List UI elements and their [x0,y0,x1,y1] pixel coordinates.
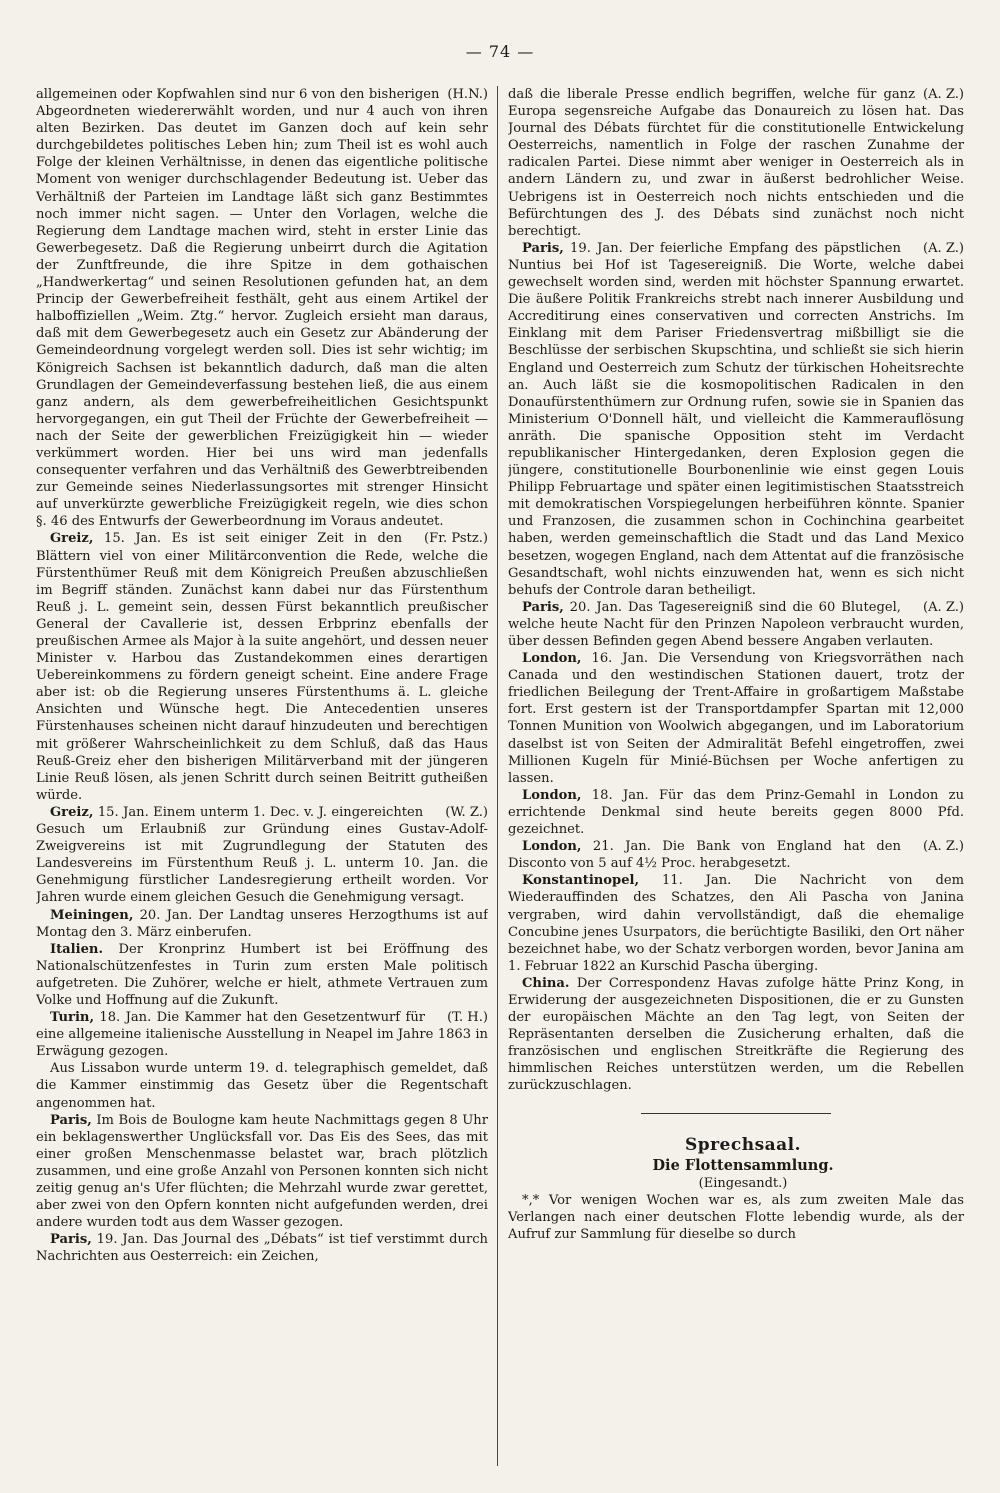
source-signature: (H.N.) [447,87,488,102]
paragraph-text: Der Correspondenz Havas zufolge hätte Prinz Kong, in Erwiderung der ausgezeichneten Dispositionen, die er zu Gunsten der europäischen Mächte an den Tag legt, von Seiten der Repräsentanten derselben die Zusicherung erhalten, daß die französischen und englischen Streitkräfte die Regierung des himmlischen Reiches unterstützen werden, um die Rebellen zurückzuschlagen. [508,975,964,1094]
dateline: London, [522,787,582,803]
source-signature: (Fr. Pstz.) [424,531,488,547]
paragraph-text: 18. Jan. Die Kammer hat den Gesetzentwurf für eine allgemeine italienische Ausstellung in Neapel im Jahre 1863 in Erwägung gezogen. [36,1010,488,1060]
right-column-articles [508,86,964,1095]
paragraph-text: 20. Jan. Der Landtag unseres Herzogthums ist auf Montag den 3. März einberufen. [36,907,488,940]
page-number: — 74 — [465,42,535,61]
paragraph-text: daß die liberale Presse endlich begriffen, welche für ganz Europa segensreiche Aufgabe das Donaureich zu lösen hat. Das Journal des Débats fürchtet für die constitutionelle Entwickelung Oesterreichs, namentlich in Folge der raschen Zunahme der radicalen Partei. Diese nimmt aber weniger in Oesterreich als in andern Ländern zu, und zwar in äußerst bedrohlicher Weise. Uebrigens ist in Oesterreich noch nichts entschieden und die Befürchtungen des J. des Débats sind zunächst noch nicht berechtigt. [508,87,964,239]
dateline: London, [522,839,582,855]
right-column [508,86,964,1471]
source-signature: (A. Z.) [922,87,964,102]
article-subtitle: (Eingesandt.) [698,1175,788,1191]
paragraph-text: Aus Lissabon wurde unterm 19. d. telegraphisch gemeldet, daß die Kammer einstimmig das Gesetz über die Regentschaft angenommen hat. [36,1061,488,1111]
news-paragraph [36,1060,488,1111]
dateline: Meiningen, [50,907,134,923]
news-paragraph [36,86,488,530]
news-paragraph [36,530,488,804]
paragraph-text: 19. Jan. Der feierliche Empfang des päpstlichen Nuntius bei Hof ist Tagesereigniß. Die Worte, welche dabei gewechselt worden sind, werden mit höchster Spannung erwartet. Die äußere Politik Frankreichs strebt nach innerer Ausbildung und Accreditirung eines conservativen und correcten Anstrichs. Im Einklang mit dem Pariser Friedensvertrag mißbilligt sie die Beschlüsse der serbischen Skupschtina, und schließt sie sich hierin England und Oesterreich zum Schutz der türkischen Hoheitsrechte an. Auch läßt sie die kosmopolitischen Radicalen in den Donaufürstenthümern zur Ordnung rufen, sowie sie in Spanien das Ministerium O'Donnell hält, und vielleicht die Kammerauflösung anräth. Die spanische Opposition steht im Verdacht republikanischer Hintergedanken, deren Explosion gegen die jüngere, constitutionelle Bourbonenlinie wie einst gegen Louis Philipp Februartage und später einen legitimistischen Staatsstreich mit demokratischen Vorspiegelungen herbeiführen könnte. Spanier und Franzosen, die zusammen schon in Cochinchina gearbeitet haben, werden gemeinschaftlich die Stadt und das Land Mexico besetzen, wogegen England, nach dem Attentat auf die französische Gesandtschaft, wohl nichts einzuwenden hat, wenn es sich nicht behufs der Controle daran betheiligt. [508,240,964,598]
paragraph-text: 20. Jan. Das Tagesereigniß sind die 60 Blutegel, welche heute Nacht für den Prinzen Napoleon verbraucht wurden, über dessen Befinden gegen Abend bessere Angaben verlauten. [508,599,964,649]
paragraph-text: 15. Jan. Es ist seit einiger Zeit in den Blättern viel von einer Militärconvention die Rede, welche die Fürstenthümer Reuß mit dem Königreich Preußen abzuschließen im Begriff ständen. Zunächst kann dabei nur das Fürstenthum Reuß j. L. gemeint sein, dessen Fürst bekanntlich preußischer General der Cavallerie ist, dessen Erbprinz ebenfalls der preußischen Armee als Major à la suite angehört, und dessen neuer Minister v. Harbou das Zustandekommen eines derartigen Uebereinkommens zu fördern geneigt scheint. Eine andere Frage aber ist: ob die Regierung unseres Fürstenthums ä. L. gleiche Ansichten und Wünsche hegt. Die Antecedentien unseres Fürstenhauses scheinen nicht darauf hinzudeuten und berechtigen mit größerer Wahrscheinlichkeit zu dem Schluß, daß das Haus Reuß-Greiz eher den bisherigen Militärverband mit der jüngeren Linie Reuß lösen, als jenen Schritt durch seinen Beitritt gutheißen würde. [36,531,488,803]
news-paragraph [508,86,964,240]
source-signature: (A. Z.) [922,839,964,855]
paragraph-text: allgemeinen oder Kopfwahlen sind nur 6 von den bisherigen Abgeordneten wiedererwählt worden, und nur 4 auch von ihren alten Bezirken. Das deutet im Ganzen doch auf kein sehr durchgebildetes politisches Leben hin; zum Theil ist es wohl auch Folge der kleinen Verhältnisse, in denen das eigentliche politische Moment von weniger durchschlagender Bedeutung ist. Ueber das Verhältniß der Parteien im Landtage läßt sich ganz Bestimmtes noch immer nicht sagen. — Unter den Vorlagen, welche die Regierung dem Landtage machen wird, steht in erster Linie das Gewerbegesetz. Daß die Regierung unbeirrt durch die Agitation der Zunftfreunde, die ihre Spitze in dem gothaischen „Handwerkertag“ und seinen Resolutionen gefunden hat, an dem Princip der Gewerbefreiheit festhält, geht aus einem Artikel der halboffiziellen „Weim. Ztg.“ hervor. Zugleich ersieht man daraus, daß mit dem Gewerbegesetz auch ein Gesetz zur Abänderung der Gemeindeordnung vorgelegt werden soll. Dies ist sehr wichtig; im Königreich Sachsen ist bekanntlich dadurch, daß man die alten Grundlagen der Gemeindeverfassung bestehen ließ, die aus einem ganz andern, als dem gewerbefreiheitlichen Gesichtspunkt hervorgegangen, ein gut Theil der Früchte der Gewerbefreiheit — nach der Seite der gewerblichen Freizügigkeit hin — wieder verkümmert worden. Hier bei uns wird man jedenfalls consequenter verfahren und das Verhältniß des Gewerbtreibenden zur Gemeinde seines Niederlassungsortes mit strenger Hinsicht auf unverkürzte gewerbliche Freizügigkeit regeln, wie dies schon §. 46 des Entwurfs der Gewerbeordnung im Voraus andeutet. [36,87,488,530]
source-signature: (T. H.) [447,1010,488,1026]
news-paragraph [36,1231,488,1265]
source-signature: (W. Z.) [445,804,488,820]
news-paragraph [508,975,964,1095]
news-paragraph [36,1112,488,1232]
news-paragraph [36,907,488,941]
news-paragraph [36,1009,488,1060]
news-paragraph [508,240,964,599]
news-paragraph [508,650,964,787]
dateline: Turin, [50,1010,95,1026]
article-paragraph: *‚* Vor wenigen Wochen war es, als zum zweiten Male das Verlangen nach einer deutschen Flotte lebendig wurde, als der Aufruf zur Sammlung für dieselbe so durch [508,1192,964,1242]
paragraph-text: 18. Jan. Für das dem Prinz-Gemahl in London zu errichtende Denkmal sind heute bereits gegen 8000 Pfd. gezeichnet. [508,787,964,838]
section-title: Sprechsaal. [684,1134,802,1155]
paragraph-text: 11. Jan. Die Nachricht von dem Wiederauffinden des Schatzes, den Ali Pascha von Janina vergraben, wird dahin vervollständigt, daß die ehemalige Concubine jenes Usurpators, die berüchtigte Basiliki, den Ort näher bezeichnet habe, wo der Schatz verborgen worden, bevor Janina am 1. Februar 1822 an Kurschid Pascha überging. [508,873,964,974]
paragraph-text: 16. Jan. Die Versendung von Kriegsvorräthen nach Canada und den westindischen Stationen dauert, trotz der friedlichen Beilegung der Trent-Affaire in großartigem Maßstabe fort. Erst gestern ist der Transportdampfer Spartan mit 12,000 Tonnen Munition von Woolwich abgegangen, und im Laboratorium daselbst ist von Seiten der Admiralität Befehl eingetroffen, zwei Millionen Kugeln für Minié-Büchsen per Woche anfertigen zu lassen. [508,651,964,786]
dateline: Paris, [522,240,564,256]
source-signature: (A. Z.) [922,599,964,615]
section-separator [641,1113,831,1114]
dateline: Paris, [522,599,564,615]
article-title: Die Flottensammlung. [652,1156,834,1174]
column-divider [497,86,498,1466]
left-column [36,86,488,1471]
paragraph-text: 15. Jan. Einem unterm 1. Dec. v. J. eingereichten Gesuch um Erlaubniß zur Gründung eines Gustav-Adolf-Zweigvereins ist mit Zugrundlegung der Statuten des Landesvereins im Fürstenthum Reuß j. L. unterm 10. Jan. die Genehmigung fürstlicher Landesregierung ertheilt worden. Vor Jahren wurde einem gleichen Gesuch die Genehmigung versagt. [36,804,488,906]
dateline: China. [522,975,570,991]
source-signature: (A. Z.) [922,240,964,256]
dateline: Greiz, [50,804,94,820]
dateline: Konstantinopel, [522,873,640,889]
news-paragraph [508,599,964,650]
dateline: London, [522,651,582,667]
news-paragraph [508,872,964,975]
dateline: Italien. [50,941,104,957]
news-paragraph [508,787,964,838]
news-paragraph [36,804,488,907]
news-paragraph [508,838,964,872]
paragraph-text: Der Kronprinz Humbert ist bei Eröffnung des Nationalschützenfestes in Turin zum ersten Male politisch aufgetreten. Die Zuhörer, welche er hielt, athmete Vertrauen zum Volke und Hoffnung auf die Zukunft. [36,941,488,1008]
dateline: Paris, [50,1232,92,1248]
dateline: Greiz, [50,531,94,547]
paragraph-text: 19. Jan. Das Journal des „Débats“ ist tief verstimmt durch Nachrichten aus Oesterreich: ein Zeichen, [36,1232,488,1265]
paragraph-text: Im Bois de Boulogne kam heute Nachmittags gegen 8 Uhr ein beklagenswerther Unglücksfall vor. Das Eis des Sees, das mit einer großen Menschenmasse belastet war, brach plötzlich zusammen, und eine große Anzahl von Personen konnten sich nicht zeitig genug an's Ufer flüchten; die Mehrzahl wurde zwar gerettet, aber zwei von den Opfern konnten nicht aufgefunden werden, drei andere wurden todt aus dem Wasser gezogen. [36,1112,488,1231]
news-paragraph [36,941,488,1009]
dateline: Paris, [50,1112,92,1128]
paragraph-text: 21. Jan. Die Bank von England hat den Disconto von 5 auf 4½ Proc. herabgesetzt. [508,839,901,872]
